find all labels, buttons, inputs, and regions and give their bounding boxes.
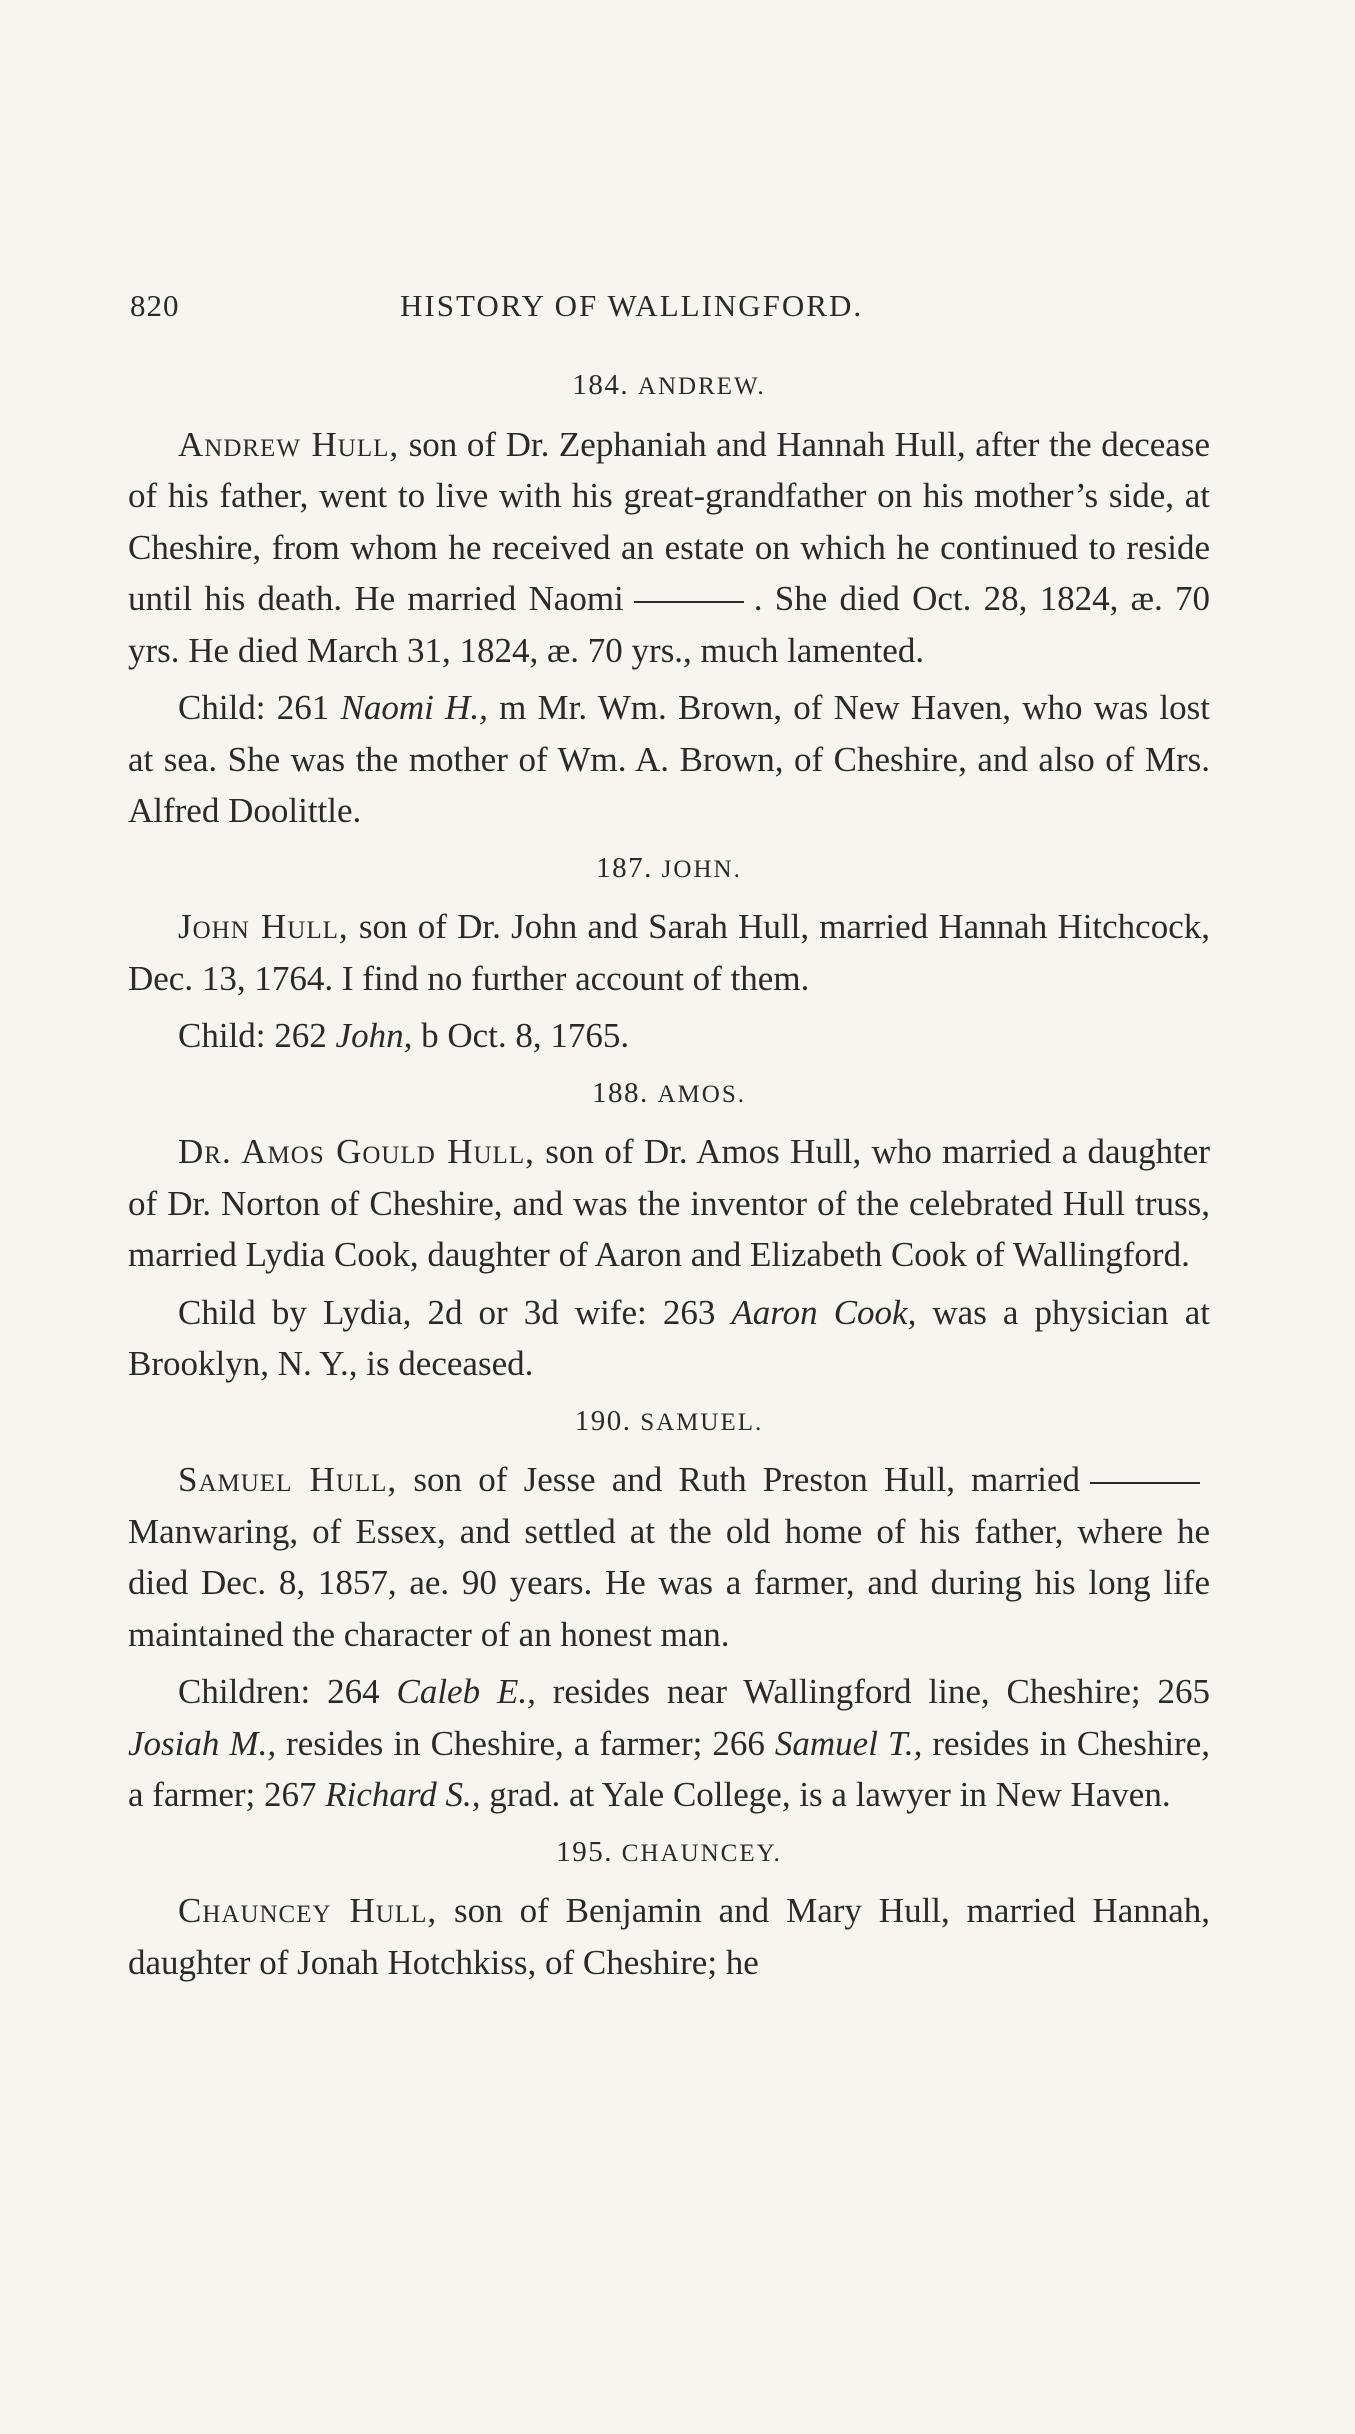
paragraph-samuel: Samuel Hull, son of Jesse and Ruth Preston Hull, marriedManwaring, of Essex, and settled at the old home of his father, where he died Dec. 8, 1857, ae. 90 years. He was a farmer, and during his long life maintained the character of an honest man. — [128, 1460, 1210, 1654]
section-heading-andrew: 184. ANDREW. — [572, 369, 766, 401]
children-entry-samuel: Children: 264 Caleb E., resides near Wallingford line, Cheshire; 265 Josiah M., resides in Cheshire, a farmer; 266 Samuel T., resides in Cheshire, a farmer; 267 Richard S., grad. at Yale College, is a lawyer in New Haven. — [128, 1672, 1211, 1814]
page-number: 820 — [130, 288, 180, 323]
page-body — [128, 360, 1210, 1994]
section-heading-john: 187. JOHN. — [596, 851, 742, 884]
blank-dash — [1090, 1482, 1200, 1484]
paragraph-andrew: Andrew Hull, son of Dr. Zephaniah and Hannah Hull, after the decease of his father, went to live with his great-grandfather on his mother’s side, at Cheshire, from whom he received an estate on which he continued to reside until his death. He married Naomi . She died Oct. 28, 1824, æ. 70 yrs. He died March 31, 1824, æ. 70 yrs., much lamented. — [128, 424, 1211, 670]
section-heading-samuel: 190. SAMUEL. — [574, 1404, 764, 1437]
child-entry-amos: Child by Lydia, 2d or 3d wife: 263 Aaron Cook, was a physician at Brooklyn, N. Y., is deceased. — [128, 1292, 1210, 1383]
running-title: HISTORY OF WALLINGFORD. — [400, 288, 864, 323]
child-entry-john: Child: 262 John, b Oct. 8, 1765. — [178, 1016, 630, 1055]
section-heading-chauncey: 195. CHAUNCEY. — [556, 1835, 782, 1868]
blank-dash — [634, 601, 744, 603]
paragraph-chauncey: Chauncey Hull, son of Benjamin and Mary Hull, married Hannah, daughter of Jonah Hotchkiss, of Cheshire; he — [128, 1891, 1211, 1982]
paragraph-amos: Dr. Amos Gould Hull, son of Dr. Amos Hull, who married a daughter of Dr. Norton of Cheshire, and was the inventor of the celebrated Hull truss, married Lydia Cook, daughter of Aaron and Elizabeth Cook of Wallingford. — [128, 1132, 1211, 1274]
child-entry-andrew: Child: 261 Naomi H., m Mr. Wm. Brown, of New Haven, who was lost at sea. She was the mother of Wm. A. Brown, of Cheshire, and also of Mrs. Alfred Doolittle. — [128, 688, 1210, 830]
paragraph-john: John Hull, son of Dr. John and Sarah Hull, married Hannah Hitchcock, Dec. 13, 1764. I find no further account of them. — [128, 907, 1211, 998]
section-heading-amos: 188. AMOS. — [592, 1076, 746, 1109]
